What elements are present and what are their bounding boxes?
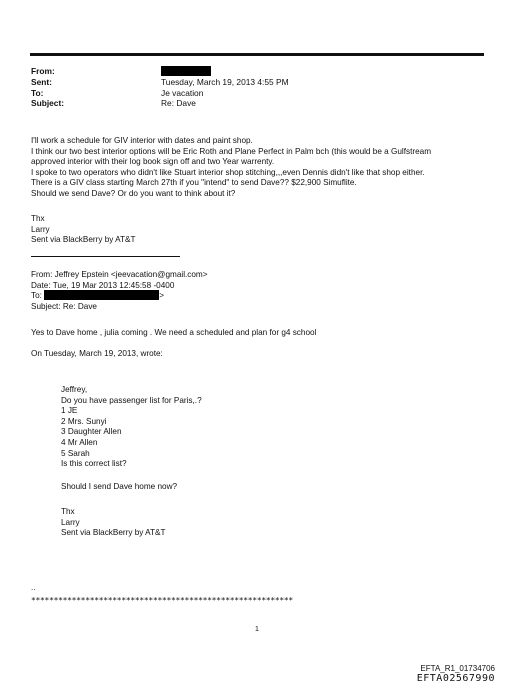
redaction-box [161, 66, 211, 76]
header-subject-row [31, 98, 289, 109]
quoted-line: 5 Sarah [61, 448, 90, 458]
separator-line [31, 256, 180, 257]
from-value-redacted [161, 66, 211, 77]
signature-line: Thx [31, 214, 45, 223]
signature-line: Larry [61, 517, 80, 527]
body-line: I'll work a schedule for GIV interior with dates and paint shop. [31, 136, 253, 145]
quoted-signature [61, 507, 166, 539]
quoted-line: Is this correct list? [61, 459, 127, 469]
body-line: I think our two best interior options will be Eric Roth and Plane Perfect in Palm bch (this would be a Gulfstream [31, 146, 432, 156]
signature-line: Thx [61, 507, 75, 516]
trailing-dots: .. [31, 583, 36, 592]
reply-on-wrote: On Tuesday, March 19, 2013, wrote: [31, 349, 163, 358]
quoted-question: Should I send Dave home now? [61, 482, 178, 491]
subject-value: Re: Dave [161, 98, 196, 109]
subject-label: Subject: [31, 98, 65, 109]
reply-header [31, 270, 208, 312]
redaction-box [44, 290, 159, 300]
quoted-message [61, 385, 202, 470]
signature-line: Larry [31, 224, 50, 234]
header-sent-row [31, 77, 289, 88]
body-line: I spoke to two operators who didn't like Stuart interior shop stitching,,,even Dennis didn't like that shop either. [31, 167, 425, 177]
body-line: There is a GIV class starting March 27th if you "intend" to send Dave?? $22,900 Simuflite. [31, 178, 357, 188]
top-rule [30, 53, 484, 56]
reply-from: From: Jeffrey Epstein <jeevacation@gmail.com> [31, 270, 208, 279]
sent-label: Sent: [31, 76, 52, 87]
quoted-line: Jeffrey, [61, 385, 88, 394]
to-label: To: [31, 87, 44, 98]
bates-number-1: EFTA_R1_01734706 [420, 664, 495, 673]
asterisk-divider: ********************************************************** [31, 596, 293, 605]
signature-line: Sent via BlackBerry by AT&T [61, 528, 166, 538]
bates-number-2: EFTA02567990 [416, 673, 495, 684]
quoted-line: 3 Daughter Allen [61, 427, 122, 437]
from-label: From: [31, 66, 55, 76]
reply-message: Yes to Dave home , julia coming . We need a scheduled and plan for g4 school [31, 328, 317, 337]
body-line: Should we send Dave? Or do you want to think about it? [31, 188, 236, 198]
reply-to [31, 291, 208, 302]
to-value: Je vacation [161, 87, 204, 98]
header-from-row [31, 66, 289, 77]
reply-date: Date: Tue, 19 Mar 2013 12:45:58 -0400 [31, 280, 175, 290]
message-body [31, 136, 431, 200]
signature [31, 214, 136, 246]
reply-to-prefix: To: [31, 291, 42, 301]
email-header [31, 66, 289, 109]
header-to-row [31, 88, 289, 99]
page-number: 1 [255, 626, 259, 633]
reply-subject: Subject: Re: Dave [31, 301, 97, 311]
quoted-line: 4 Mr Allen [61, 437, 98, 447]
body-line: approved interior with their log book sign off and two Year warrenty. [31, 157, 275, 167]
sent-value: Tuesday, March 19, 2013 4:55 PM [161, 76, 289, 87]
quoted-line: 2 Mrs. Sunyi [61, 416, 107, 426]
reply-to-suffix: > [159, 291, 164, 301]
signature-line: Sent via BlackBerry by AT&T [31, 235, 136, 245]
quoted-line: Do you have passenger list for Paris,.? [61, 395, 202, 405]
quoted-line: 1 JE [61, 406, 78, 416]
